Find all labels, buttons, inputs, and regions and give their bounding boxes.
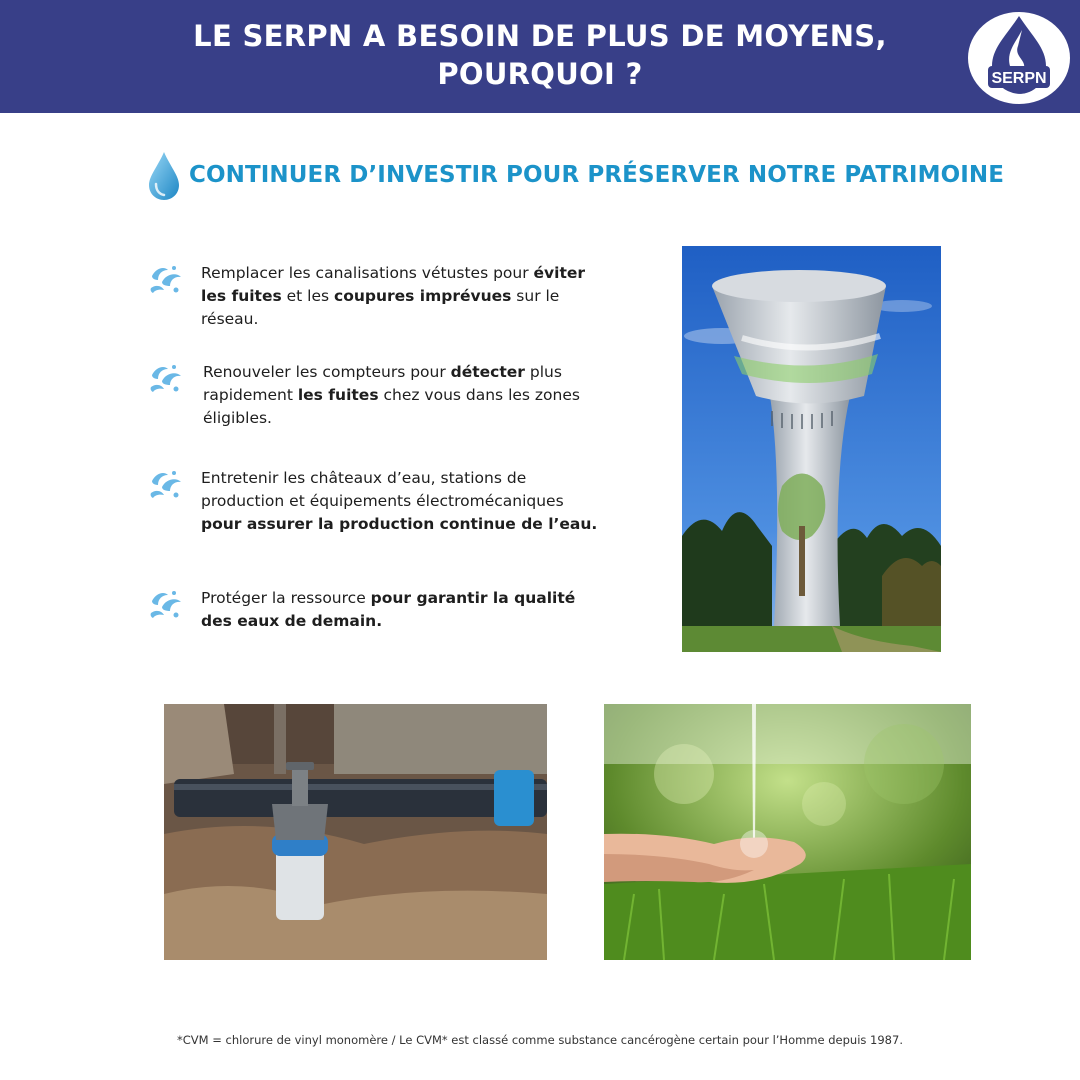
bullet-text <box>203 361 603 430</box>
bullet-text-emphasis: éviter les fuites <box>201 264 586 305</box>
water-drop-icon <box>146 150 182 202</box>
water-splash-icon <box>148 361 184 397</box>
pipe-excavation-photo <box>164 704 547 960</box>
page-title <box>150 17 930 93</box>
water-splash-icon <box>148 262 184 298</box>
serpn-logo <box>966 10 1072 106</box>
bullet-text-part: chez vous dans les zones éligibles. <box>203 386 580 427</box>
footnote: *CVM = chlorure de vinyl monomère / Le CVM* est classé comme substance cancérogène certain pour l’Homme depuis 1987. <box>177 1033 903 1047</box>
bullet-text-part: Renouveler les compteurs pour <box>203 363 451 381</box>
logo-text: SERPN <box>991 70 1047 87</box>
bullet-text-emphasis: les fuites <box>297 386 379 404</box>
bullet-text-emphasis: détecter <box>450 363 525 381</box>
bullet-text-part: Entretenir les châteaux d’eau, stations de production et équipements électromécaniques <box>201 469 564 510</box>
bullet-text-part: Protéger la ressource <box>201 589 371 607</box>
section-title: CONTINUER D’INVESTIR POUR PRÉSERVER NOTRE PATRIMOINE <box>189 162 1005 188</box>
header-banner <box>0 0 1080 113</box>
bullet-text-part: Remplacer les canalisations vétustes pour <box>201 264 534 282</box>
bullet-text <box>201 262 601 331</box>
hands-water-photo <box>604 704 971 960</box>
bullet-text-part: sur le réseau. <box>201 287 560 328</box>
bullet-text-part: et les <box>281 287 334 305</box>
water-tower-photo <box>682 246 941 652</box>
page-title-line-2: POURQUOI ? <box>437 57 643 91</box>
bullet-text-emphasis: pour garantir la qualité des eaux de demain. <box>201 589 576 630</box>
water-splash-icon <box>148 587 184 623</box>
section-heading <box>146 150 1005 204</box>
bullet-text-part: plus rapidement <box>203 363 562 404</box>
bullet-text <box>201 467 601 536</box>
bullet-text-emphasis: pour assurer la production continue de l’eau. <box>201 515 598 533</box>
bullet-text <box>201 587 601 633</box>
water-splash-icon <box>148 467 184 503</box>
page-title-line-1: LE SERPN A BESOIN DE PLUS DE MOYENS, <box>193 19 887 53</box>
bullet-text-emphasis: coupures imprévues <box>334 287 512 305</box>
